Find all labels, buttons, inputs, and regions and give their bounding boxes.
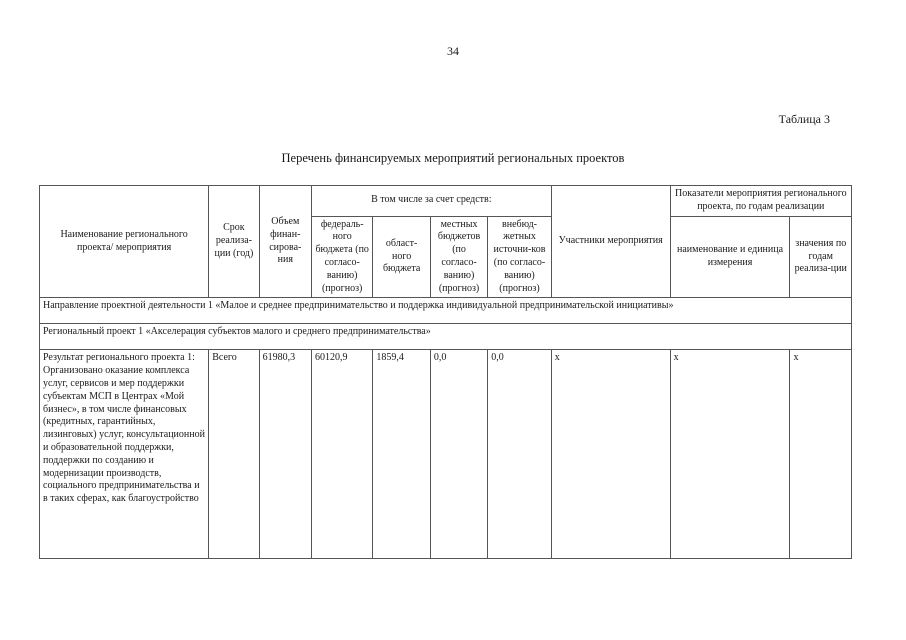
cell-indicator-name: x <box>670 350 790 559</box>
table-row <box>40 350 852 559</box>
cell-participants: x <box>551 350 670 559</box>
header-indicator-values: значения по годам реализа-ции <box>790 216 852 298</box>
section-project: Региональный проект 1 «Акселерация субъектов малого и среднего предпринимательства» <box>40 324 852 350</box>
cell-indicator-values: x <box>790 350 852 559</box>
cell-local: 0,0 <box>430 350 487 559</box>
header-volume: Объем финан-сирова-ния <box>259 186 311 298</box>
header-including-group: В том числе за счет средств: <box>311 186 551 217</box>
financing-table <box>39 185 852 559</box>
header-regional: област-ного бюджета <box>373 216 430 298</box>
cell-federal: 60120,9 <box>311 350 372 559</box>
header-federal: федераль-ного бюджета (по согласо-ванию) (прогноз) <box>311 216 372 298</box>
page-number: 34 <box>447 44 459 58</box>
header-participants: Участники мероприятия <box>551 186 670 298</box>
header-term: Срок реализа-ции (год) <box>209 186 259 298</box>
header-indicators-group: Показатели мероприятия регионального проекта, по годам реализации <box>670 186 851 217</box>
section-row <box>40 324 852 350</box>
header-name: Наименование регионального проекта/ мероприятия <box>40 186 209 298</box>
cell-regional: 1859,4 <box>373 350 430 559</box>
table-title: Перечень финансируемых мероприятий региональных проектов <box>281 151 625 165</box>
cell-volume: 61980,3 <box>259 350 311 559</box>
cell-offbudget: 0,0 <box>488 350 551 559</box>
header-indicator-name: наименование и единица измерения <box>670 216 790 298</box>
header-offbudget: внебюд-жетных источни-ков (по согласо-ванию) (прогноз) <box>488 216 551 298</box>
section-direction: Направление проектной деятельности 1 «Малое и среднее предпринимательство и поддержка индивидуальной предпринимательской инициативы» <box>40 298 852 324</box>
cell-term: Всего <box>209 350 259 559</box>
table-label: Таблица 3 <box>778 112 830 126</box>
cell-name: Результат регионального проекта 1: Организовано оказание комплекса услуг, сервисов и мер поддержки субъектам МСП в Центрах «Мой бизнес», в том числе финансовых (кредитных, гарантийных, лизинговых) услуг, консультационной и образовательной поддержки, поддержки по созданию и модернизации производств, социального предпринимательства и в таких сферах, как благоустройство <box>40 350 209 559</box>
section-row <box>40 298 852 324</box>
header-local: местных бюджетов (по согласо-ванию) (прогноз) <box>430 216 487 298</box>
